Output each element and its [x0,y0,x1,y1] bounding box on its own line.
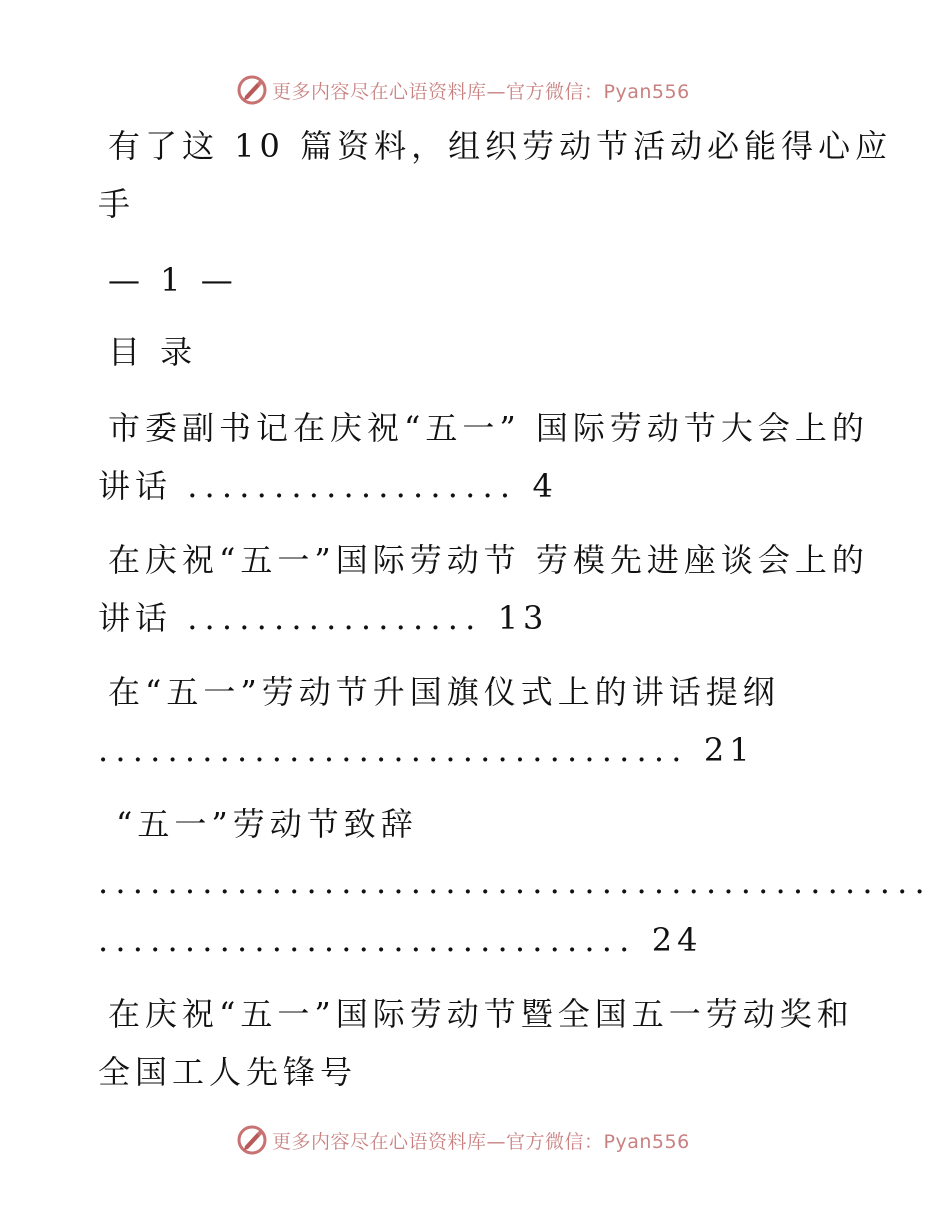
watermark-text: 更多内容尽在心语资料库—官方微信：Pyan556 [272,1130,690,1153]
pen-seal-logo-icon [236,1124,268,1156]
toc-entry-4-leader-2: ............................... [98,921,637,959]
toc-entry-1-line-2 [98,466,558,506]
toc-entry-3-leader: .................................. [98,731,689,769]
toc-entry-4-leader-1: ................................................ [98,863,932,901]
toc-entry-3-line-2 [98,730,755,770]
pen-seal-logo-icon [236,74,268,106]
watermark-footer [236,1122,690,1158]
toc-entry-4-page: 24 [651,921,703,959]
toc-entry-2-page: 13 [497,599,549,637]
toc-entry-1-label: 讲话 [98,467,173,505]
toc-entry-1-leader: ................... [187,467,518,505]
watermark-header [236,72,690,108]
toc-entry-2-leader: ................. [187,599,483,637]
document-title-line-1: 有了这 10 篇资料，组织劳动节活动必能得心应 [108,127,893,165]
document-title-line-2: 手 [98,185,136,223]
toc-entry-3-title: 在“五一”劳动节升国旗仪式上的讲话提纲 [108,673,780,711]
toc-entry-1-page: 4 [532,467,558,505]
toc-entry-4-title: “五一”劳动节致辞 [116,805,418,843]
toc-entry-1-title: 市委副书记在庆祝“五一” 国际劳动节大会上的 [108,409,869,447]
toc-entry-2-line-2 [98,598,548,638]
watermark-text: 更多内容尽在心语资料库—官方微信：Pyan556 [272,80,690,103]
page-marker: — 1 — [108,261,238,299]
toc-entry-4-line-3 [98,920,702,960]
toc-entry-3-page: 21 [703,731,755,769]
toc-entry-2-label: 讲话 [98,599,173,637]
toc-entry-5-line-2: 全国工人先锋号 [98,1053,358,1091]
toc-entry-2-title: 在庆祝“五一”国际劳动节 劳模先进座谈会上的 [108,541,869,579]
toc-heading: 目 录 [108,333,198,371]
toc-entry-5-title: 在庆祝“五一”国际劳动节暨全国五一劳动奖和 [108,995,854,1033]
